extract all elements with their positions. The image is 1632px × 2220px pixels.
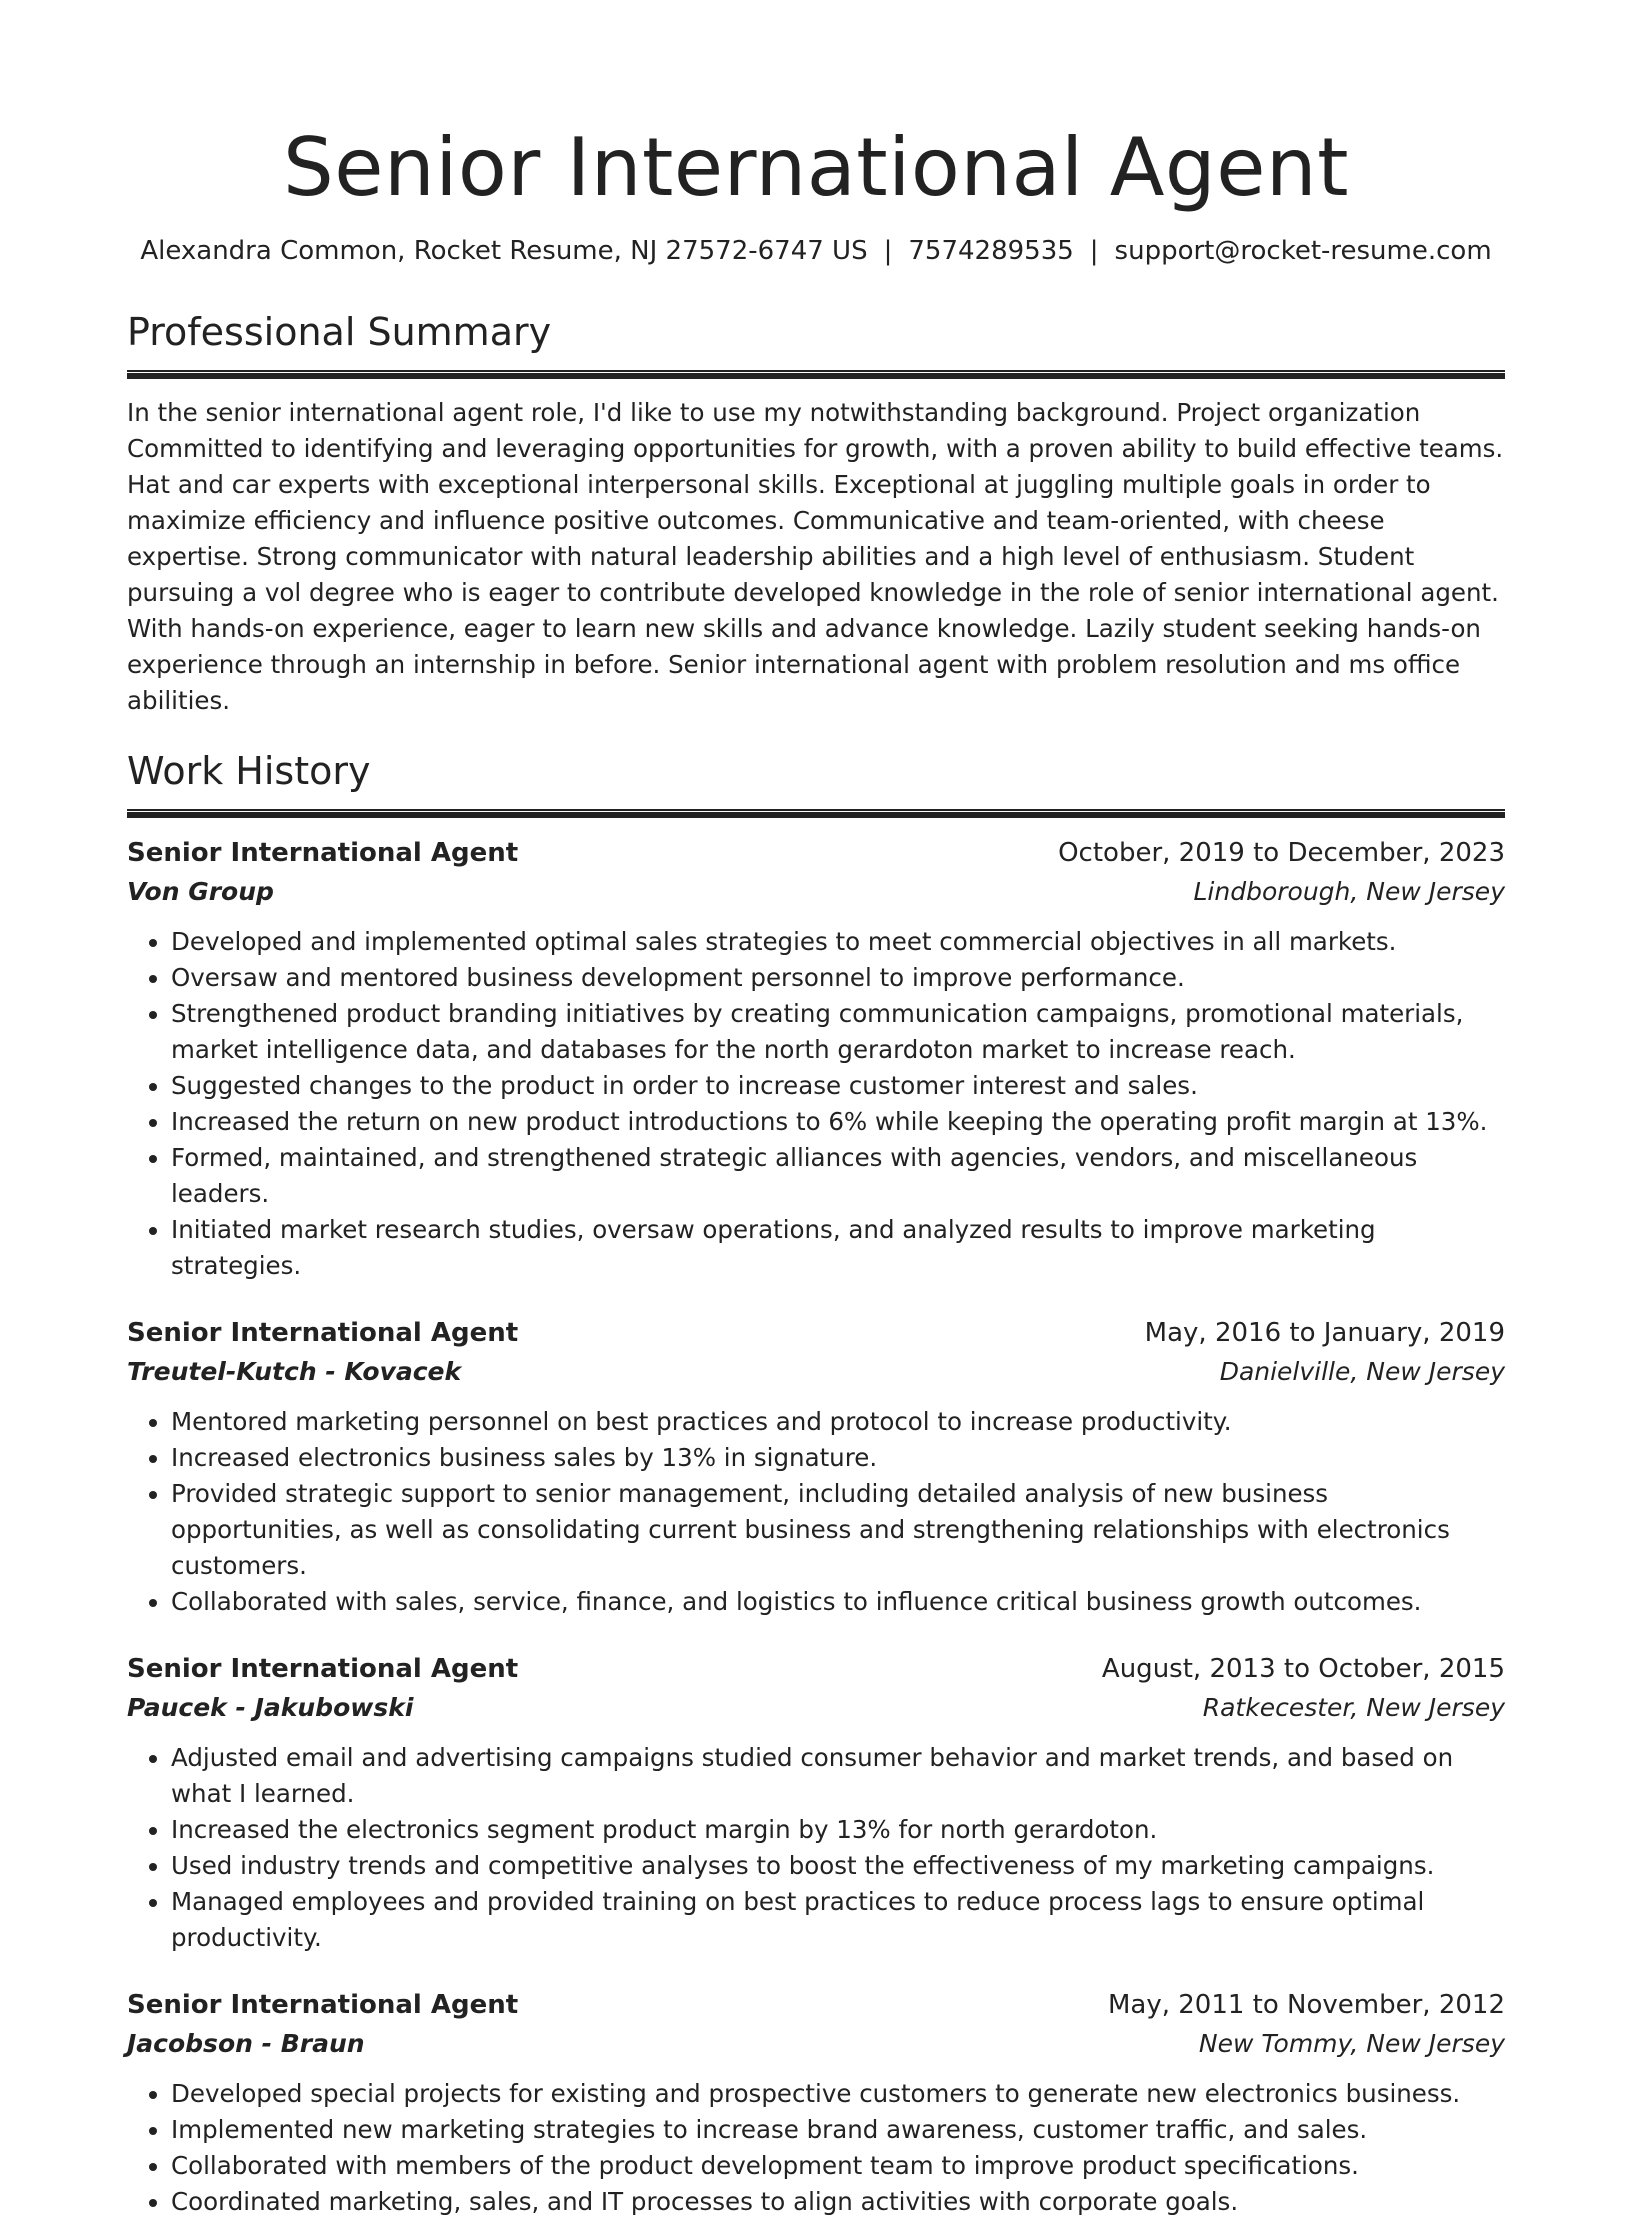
job-header-row <box>127 1650 1505 1688</box>
job-bullet: • Implemented new marketing strategies to increase brand awareness, customer traffic, and sales. <box>171 2112 1505 2148</box>
job-title: Senior International Agent <box>127 1990 519 2020</box>
work-history-section <box>127 747 1505 2220</box>
job-company: Paucek - Jakubowski <box>127 1693 414 1722</box>
job-bullet: • Managed employees and provided training on best practices to reduce process lags to ensure optimal productivity. <box>171 1884 1505 1956</box>
job-company-row <box>127 1688 1505 1728</box>
job-bullet-list <box>127 1404 1505 1620</box>
job-title: Senior International Agent <box>127 1654 519 1684</box>
job-location: New Tommy, New Jersey <box>1198 2029 1505 2058</box>
job-bullet: • Adjusted email and advertising campaigns studied consumer behavior and market trends, and based on what I learned. <box>171 1740 1505 1812</box>
job-bullet-list <box>127 1740 1505 1956</box>
job-bullet: • Developed special projects for existing and prospective customers to generate new electronics business. <box>171 2076 1505 2112</box>
job-bullet: • Increased electronics business sales by 13% in signature. <box>171 1440 1505 1476</box>
section-divider <box>127 370 1505 379</box>
contact-address: Alexandra Common, Rocket Resume, NJ 27572-6747 US <box>140 236 868 266</box>
job-bullet-list <box>127 2076 1505 2220</box>
summary-paragraph: In the senior international agent role, I'd like to use my notwithstanding background. Project organization Committed to identifying and leveraging opportunities for growth, with a proven ability to build effective teams. Hat and car experts with exceptional interpersonal skills. Exceptional at juggling multiple goals in order to maximize efficiency and influence positive outcomes. Communicative and team-oriented, with cheese expertise. Strong communicator with natural leadership abilities and a high level of enthusiasm. Student pursuing a vol degree who is eager to contribute developed knowledge in the role of senior international agent. With hands-on experience, eager to learn new skills and advance knowledge. Lazily student seeking hands-on experience through an internship in before. Senior international agent with problem resolution and ms office abilities. <box>127 398 1504 715</box>
contact-phone: 7574289535 <box>908 236 1074 266</box>
job-dates: May, 2016 to January, 2019 <box>1144 1318 1505 1348</box>
job-bullet: • Strengthened product branding initiatives by creating communication campaigns, promotional materials, market intelligence data, and databases for the north gerardoton market to increase reach. <box>171 996 1505 1068</box>
job-company: Treutel-Kutch - Kovacek <box>127 1357 462 1386</box>
job-header-row <box>127 1314 1505 1352</box>
job-bullet: • Mentored marketing personnel on best practices and protocol to increase productivity. <box>171 1404 1505 1440</box>
section-heading: Work History <box>127 749 371 793</box>
job-bullet: • Initiated market research studies, oversaw operations, and analyzed results to improve marketing strategies. <box>171 1212 1505 1284</box>
job-bullet: • Increased the return on new product introductions to 6% while keeping the operating profit margin at 13%. <box>171 1104 1505 1140</box>
job-bullet: • Provided strategic support to senior management, including detailed analysis of new business opportunities, as well as consolidating current business and strengthening relationships with electronics customers. <box>171 1476 1505 1584</box>
job-bullet: • Oversaw and mentored business development personnel to improve performance. <box>171 960 1505 996</box>
job-company: Jacobson - Braun <box>127 2029 365 2058</box>
job-company-row <box>127 872 1505 912</box>
resume-title: Senior International Agent <box>282 121 1349 214</box>
job-header-row <box>127 1986 1505 2024</box>
job-bullet: • Suggested changes to the product in order to increase customer interest and sales. <box>171 1068 1505 1104</box>
job-bullet-list <box>127 924 1505 1284</box>
job-entry <box>127 1986 1505 2220</box>
section-heading: Professional Summary <box>127 310 552 354</box>
job-entry <box>127 1650 1505 1956</box>
job-entry <box>127 834 1505 1284</box>
contact-email: support@rocket-resume.com <box>1114 236 1492 266</box>
job-bullet: • Increased the electronics segment product margin by 13% for north gerardoton. <box>171 1812 1505 1848</box>
job-dates: October, 2019 to December, 2023 <box>1058 838 1505 868</box>
job-bullet: • Used industry trends and competitive analyses to boost the effectiveness of my marketing campaigns. <box>171 1848 1505 1884</box>
job-title: Senior International Agent <box>127 1318 519 1348</box>
professional-summary-section <box>127 308 1505 719</box>
section-divider <box>127 809 1505 818</box>
job-bullet: • Formed, maintained, and strengthened strategic alliances with agencies, vendors, and miscellaneous leaders. <box>171 1140 1505 1212</box>
job-location: Danielville, New Jersey <box>1219 1357 1505 1386</box>
job-entry <box>127 1314 1505 1620</box>
job-dates: August, 2013 to October, 2015 <box>1101 1654 1505 1684</box>
job-bullet: • Collaborated with members of the product development team to improve product specifications. <box>171 2148 1505 2184</box>
contact-separator: | <box>883 236 893 266</box>
job-bullet: • Coordinated marketing, sales, and IT processes to align activities with corporate goals. <box>171 2184 1505 2220</box>
job-company-row <box>127 2024 1505 2064</box>
job-company: Von Group <box>127 877 274 906</box>
job-bullet: • Collaborated with sales, service, finance, and logistics to influence critical business growth outcomes. <box>171 1584 1505 1620</box>
job-company-row <box>127 1352 1505 1392</box>
job-bullet: • Developed and implemented optimal sales strategies to meet commercial objectives in all markets. <box>171 924 1505 960</box>
job-location: Ratkecester, New Jersey <box>1202 1693 1505 1722</box>
job-header-row <box>127 834 1505 872</box>
job-location: Lindborough, New Jersey <box>1193 877 1505 906</box>
job-dates: May, 2011 to November, 2012 <box>1107 1990 1505 2020</box>
contact-line <box>127 234 1505 268</box>
contact-separator: | <box>1089 236 1099 266</box>
job-title: Senior International Agent <box>127 838 519 868</box>
